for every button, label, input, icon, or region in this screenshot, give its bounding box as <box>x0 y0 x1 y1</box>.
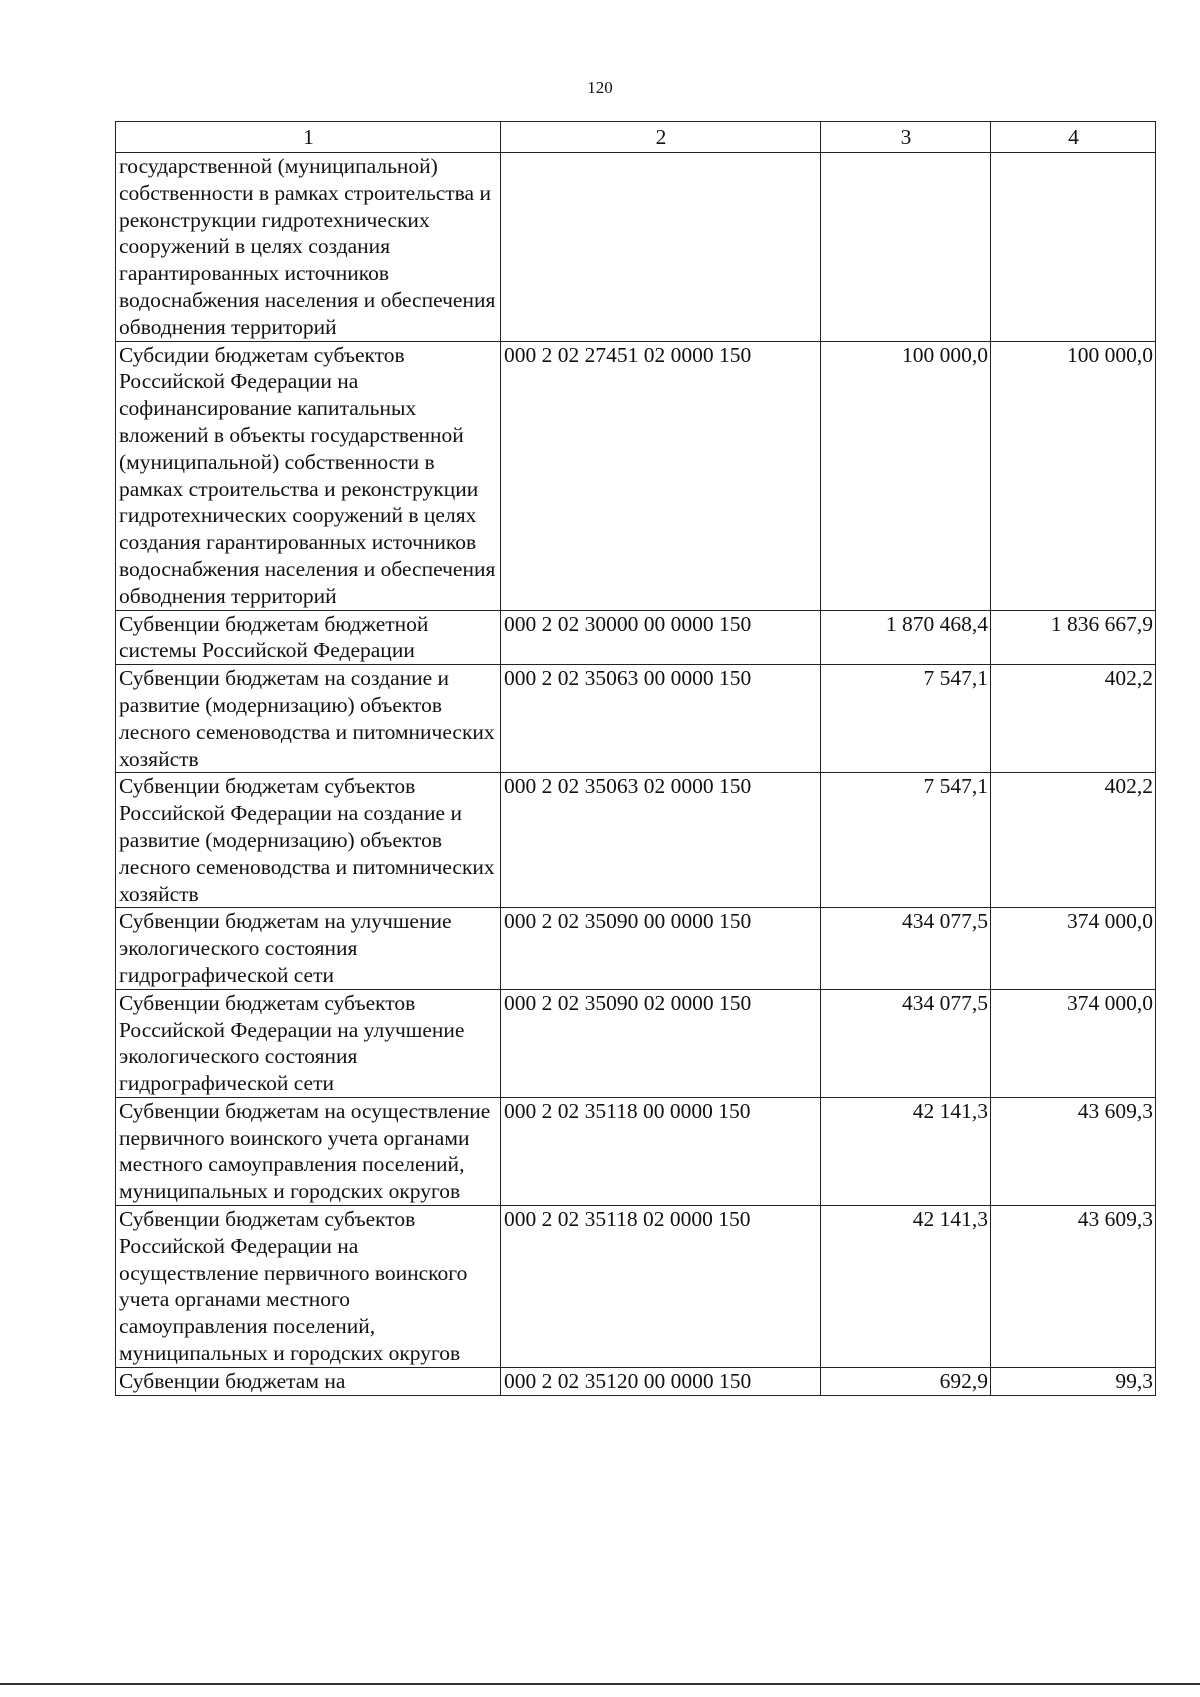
column-header-1: 1 <box>116 122 501 153</box>
row-name: государственной (муниципальной) собственности в рамках строительства и реконструкции гидротехнических сооружений в целях создания гарантированных источников водоснабжения населения и обеспечения обводнения территорий <box>116 153 501 342</box>
table-row <box>116 341 1156 610</box>
row-value-col3 <box>821 153 991 342</box>
table-row <box>116 665 1156 773</box>
row-value-col3: 434 077,5 <box>821 908 991 989</box>
row-code: 000 2 02 30000 00 0000 150 <box>501 610 821 665</box>
row-value-col4: 43 609,3 <box>991 1097 1156 1205</box>
row-name: Субвенции бюджетам на создание и развитие (модернизацию) объектов лесного семеноводства и питомнических хозяйств <box>116 665 501 773</box>
row-code <box>501 153 821 342</box>
column-header-2: 2 <box>501 122 821 153</box>
row-value-col4: 99,3 <box>991 1367 1156 1395</box>
row-value-col3: 42 141,3 <box>821 1097 991 1205</box>
row-name: Субвенции бюджетам субъектов Российской Федерации на осуществление первичного воинского учета органами местного самоуправления поселений, муниципальных и городских округов <box>116 1206 501 1368</box>
row-code: 000 2 02 35063 00 0000 150 <box>501 665 821 773</box>
row-value-col4: 402,2 <box>991 773 1156 908</box>
table-row <box>116 908 1156 989</box>
row-name: Субвенции бюджетам на улучшение экологического состояния гидрографической сети <box>116 908 501 989</box>
row-code: 000 2 02 35090 00 0000 150 <box>501 908 821 989</box>
row-value-col4: 100 000,0 <box>991 341 1156 610</box>
row-value-col4: 374 000,0 <box>991 989 1156 1097</box>
table-row <box>116 1097 1156 1205</box>
table-row <box>116 773 1156 908</box>
row-value-col3: 692,9 <box>821 1367 991 1395</box>
table-row <box>116 153 1156 342</box>
row-value-col3: 434 077,5 <box>821 989 991 1097</box>
table-row <box>116 1206 1156 1368</box>
row-value-col4: 374 000,0 <box>991 908 1156 989</box>
row-code: 000 2 02 35120 00 0000 150 <box>501 1367 821 1395</box>
table-row <box>116 610 1156 665</box>
row-name: Субвенции бюджетам на осуществление первичного воинского учета органами местного самоуправления поселений, муниципальных и городских округов <box>116 1097 501 1205</box>
row-value-col4: 1 836 667,9 <box>991 610 1156 665</box>
table-header-row <box>116 122 1156 153</box>
budget-table <box>115 121 1156 1396</box>
column-header-3: 3 <box>821 122 991 153</box>
page-bottom-rule <box>0 1683 1200 1685</box>
table-row <box>116 989 1156 1097</box>
column-header-4: 4 <box>991 122 1156 153</box>
row-value-col4: 402,2 <box>991 665 1156 773</box>
row-value-col3: 7 547,1 <box>821 665 991 773</box>
row-code: 000 2 02 27451 02 0000 150 <box>501 341 821 610</box>
row-value-col3: 42 141,3 <box>821 1206 991 1368</box>
row-value-col3: 1 870 468,4 <box>821 610 991 665</box>
row-code: 000 2 02 35118 00 0000 150 <box>501 1097 821 1205</box>
row-name: Субвенции бюджетам субъектов Российской Федерации на улучшение экологического состояния гидрографической сети <box>116 989 501 1097</box>
row-value-col3: 100 000,0 <box>821 341 991 610</box>
row-name: Субвенции бюджетам на <box>116 1367 501 1395</box>
row-code: 000 2 02 35063 02 0000 150 <box>501 773 821 908</box>
row-name: Субсидии бюджетам субъектов Российской Федерации на софинансирование капитальных вложений в объекты государственной (муниципальной) собственности в рамках строительства и реконструкции гидротехнических сооружений в целях создания гарантированных источников водоснабжения населения и обеспечения обводнения территорий <box>116 341 501 610</box>
row-name: Субвенции бюджетам бюджетной системы Российской Федерации <box>116 610 501 665</box>
row-code: 000 2 02 35090 02 0000 150 <box>501 989 821 1097</box>
table-row <box>116 1367 1156 1395</box>
row-name: Субвенции бюджетам субъектов Российской Федерации на создание и развитие (модернизацию) объектов лесного семеноводства и питомнических хозяйств <box>116 773 501 908</box>
page-number: 120 <box>587 78 613 97</box>
row-code: 000 2 02 35118 02 0000 150 <box>501 1206 821 1368</box>
row-value-col4 <box>991 153 1156 342</box>
row-value-col4: 43 609,3 <box>991 1206 1156 1368</box>
row-value-col3: 7 547,1 <box>821 773 991 908</box>
